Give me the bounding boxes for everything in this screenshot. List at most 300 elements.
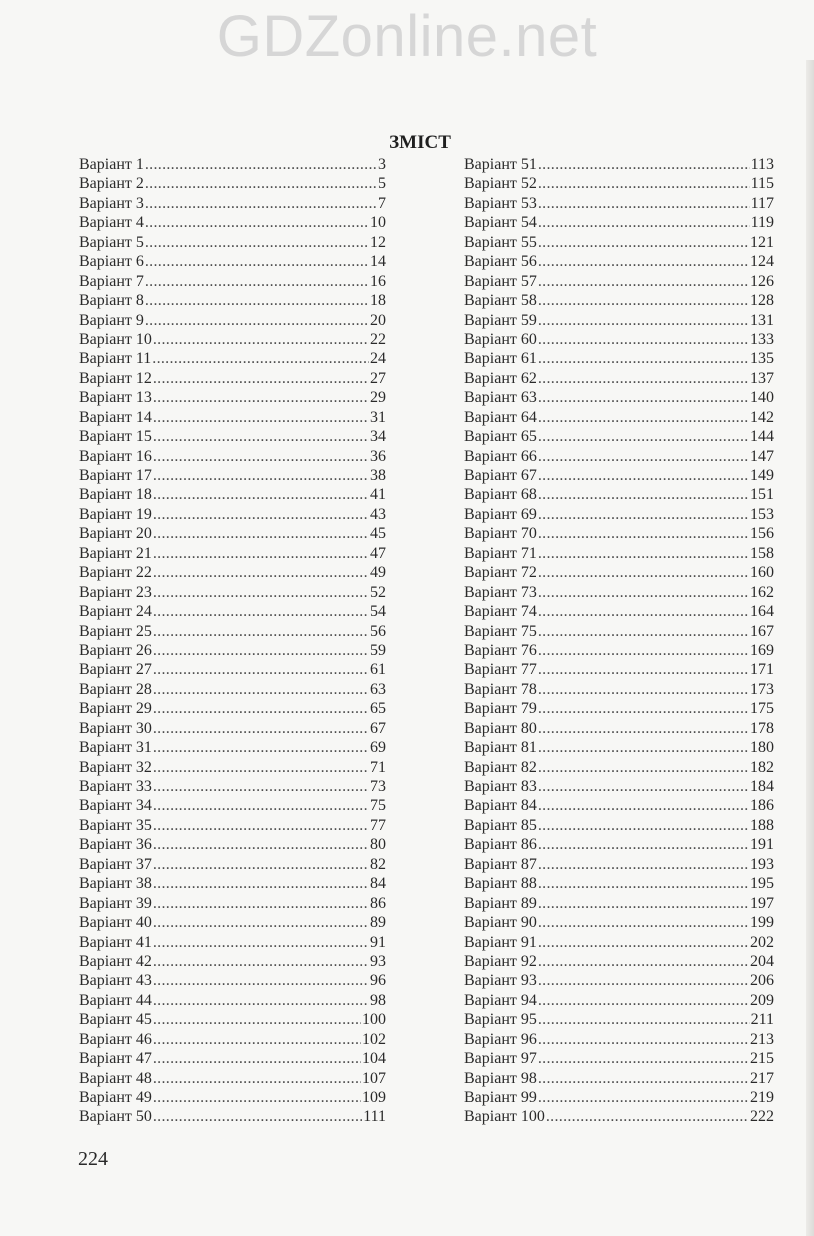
toc-entry[interactable] bbox=[79, 1088, 386, 1107]
toc-entry-label: Варіант 4 bbox=[79, 214, 144, 232]
toc-entry[interactable] bbox=[79, 505, 386, 524]
dot-leader bbox=[153, 408, 369, 427]
toc-entry[interactable] bbox=[464, 719, 774, 738]
toc-entry-label: Варіант 31 bbox=[79, 739, 152, 757]
toc-entry[interactable] bbox=[464, 466, 774, 485]
toc-entry-page: 222 bbox=[750, 1108, 774, 1126]
toc-entry-page: 93 bbox=[370, 952, 386, 970]
toc-entry[interactable] bbox=[464, 252, 774, 271]
dot-leader bbox=[153, 447, 369, 466]
dot-leader bbox=[538, 874, 749, 893]
dot-leader bbox=[538, 1088, 749, 1107]
toc-entry-page: 162 bbox=[750, 583, 774, 601]
toc-entry[interactable] bbox=[79, 660, 386, 679]
toc-entry[interactable] bbox=[79, 563, 386, 582]
toc-entry-page: 171 bbox=[750, 661, 774, 679]
toc-entry[interactable] bbox=[79, 855, 386, 874]
toc-entry-page: 217 bbox=[750, 1069, 774, 1087]
toc-entry[interactable] bbox=[79, 991, 386, 1010]
toc-entry[interactable] bbox=[79, 252, 386, 271]
toc-entry-page: 131 bbox=[750, 311, 774, 329]
toc-entry[interactable] bbox=[79, 427, 386, 446]
toc-entry-label: Варіант 40 bbox=[79, 914, 152, 932]
toc-entry-label: Варіант 94 bbox=[464, 991, 537, 1009]
toc-entry-page: 169 bbox=[750, 641, 774, 659]
toc-entry-label: Варіант 68 bbox=[464, 486, 537, 504]
toc-entry-page: 147 bbox=[750, 447, 774, 465]
toc-entry[interactable] bbox=[79, 330, 386, 349]
toc-entry-page: 34 bbox=[370, 428, 386, 446]
toc-entry-page: 151 bbox=[750, 486, 774, 504]
toc-entry-label: Варіант 27 bbox=[79, 661, 152, 679]
toc-entry-page: 135 bbox=[750, 350, 774, 368]
toc-entry-page: 10 bbox=[370, 214, 386, 232]
toc-entry-label: Варіант 33 bbox=[79, 778, 152, 795]
dot-leader bbox=[538, 252, 749, 271]
toc-entry-page: 43 bbox=[370, 505, 386, 523]
toc-entry-page: 111 bbox=[363, 1108, 386, 1126]
dot-leader bbox=[538, 524, 749, 543]
toc-entry-label: Варіант 28 bbox=[79, 680, 152, 698]
dot-leader bbox=[538, 213, 750, 232]
toc-entry[interactable] bbox=[464, 816, 774, 835]
toc-entry-label: Варіант 51 bbox=[464, 156, 537, 173]
toc-entry-label: Варіант 65 bbox=[464, 428, 537, 446]
toc-entry[interactable] bbox=[464, 952, 774, 971]
toc-entry-label: Варіант 5 bbox=[79, 233, 144, 251]
dot-leader bbox=[538, 174, 750, 193]
toc-entry[interactable] bbox=[464, 311, 774, 330]
dot-leader bbox=[538, 466, 749, 485]
dot-leader bbox=[153, 427, 369, 446]
toc-entry[interactable] bbox=[464, 894, 774, 913]
toc-entry[interactable] bbox=[464, 563, 774, 582]
toc-entry-label: Варіант 22 bbox=[79, 564, 152, 582]
toc-entry-label: Варіант 54 bbox=[464, 214, 537, 232]
toc-entry[interactable] bbox=[79, 1069, 386, 1088]
toc-entry-label: Варіант 96 bbox=[464, 1030, 537, 1048]
toc-entry[interactable] bbox=[79, 933, 386, 952]
toc-entry-page: 202 bbox=[750, 933, 774, 951]
toc-entry-page: 73 bbox=[370, 778, 386, 795]
dot-leader bbox=[153, 680, 369, 699]
dot-leader bbox=[538, 330, 749, 349]
dot-leader bbox=[538, 777, 749, 796]
dot-leader bbox=[153, 719, 369, 738]
toc-entry[interactable] bbox=[464, 699, 774, 718]
toc-entry[interactable] bbox=[464, 796, 774, 815]
toc-entry-label: Варіант 90 bbox=[464, 914, 537, 932]
toc-entry-page: 126 bbox=[750, 272, 774, 290]
toc-entry-label: Варіант 70 bbox=[464, 525, 537, 543]
toc-entry-page: 67 bbox=[370, 719, 386, 737]
toc-entry-label: Варіант 15 bbox=[79, 428, 152, 446]
toc-entry-label: Варіант 76 bbox=[464, 641, 537, 659]
dot-leader bbox=[538, 349, 749, 368]
toc-entry-label: Варіант 25 bbox=[79, 622, 152, 640]
dot-leader bbox=[153, 796, 369, 815]
toc-entry-page: 160 bbox=[750, 564, 774, 582]
toc-entry[interactable] bbox=[464, 272, 774, 291]
toc-entry-label: Варіант 34 bbox=[79, 797, 152, 815]
toc-entry-page: 109 bbox=[362, 1089, 386, 1106]
toc-entry-page: 204 bbox=[750, 952, 774, 970]
toc-entry[interactable] bbox=[464, 174, 774, 193]
dot-leader bbox=[538, 738, 749, 757]
toc-entry[interactable] bbox=[464, 738, 774, 757]
toc-entry-label: Варіант 57 bbox=[464, 272, 537, 290]
dot-leader bbox=[538, 291, 749, 310]
toc-entry-label: Варіант 53 bbox=[464, 194, 537, 212]
dot-leader bbox=[145, 213, 369, 232]
toc-entry[interactable] bbox=[79, 388, 386, 407]
toc-entry[interactable] bbox=[79, 272, 386, 291]
toc-entry-label: Варіант 16 bbox=[79, 447, 152, 465]
toc-entry-page: 197 bbox=[750, 894, 774, 912]
dot-leader bbox=[153, 583, 369, 602]
dot-leader bbox=[153, 1088, 361, 1107]
toc-entry-page: 209 bbox=[750, 991, 774, 1009]
toc-entry[interactable] bbox=[79, 680, 386, 699]
dot-leader bbox=[538, 447, 749, 466]
toc-entry[interactable] bbox=[79, 291, 386, 310]
dot-leader bbox=[153, 816, 369, 835]
toc-entry[interactable] bbox=[464, 874, 774, 893]
toc-entry[interactable] bbox=[79, 1010, 386, 1029]
toc-entry[interactable] bbox=[79, 777, 386, 796]
page-edge bbox=[806, 60, 814, 1236]
dot-leader bbox=[153, 952, 369, 971]
toc-entry-label: Варіант 43 bbox=[79, 972, 152, 990]
dot-leader bbox=[145, 174, 377, 193]
toc-entry[interactable] bbox=[464, 213, 774, 232]
toc-entry[interactable] bbox=[464, 349, 774, 368]
toc-entry-label: Варіант 82 bbox=[464, 758, 537, 776]
toc-entry-label: Варіант 58 bbox=[464, 292, 537, 310]
dot-leader bbox=[538, 1069, 749, 1088]
dot-leader bbox=[538, 913, 749, 932]
toc-entry-label: Варіант 98 bbox=[464, 1069, 537, 1087]
toc-entry[interactable] bbox=[464, 427, 774, 446]
dot-leader bbox=[153, 602, 369, 621]
toc-entry-page: 75 bbox=[370, 797, 386, 815]
dot-leader bbox=[538, 544, 749, 563]
toc-entry-page: 113 bbox=[750, 156, 774, 173]
toc-entry[interactable] bbox=[79, 1030, 386, 1049]
toc-entry[interactable] bbox=[464, 1107, 774, 1126]
toc-entry[interactable] bbox=[79, 524, 386, 543]
toc-entry-label: Варіант 86 bbox=[464, 836, 537, 854]
toc-entry[interactable] bbox=[79, 194, 386, 213]
toc-entry-label: Варіант 77 bbox=[464, 661, 537, 679]
toc-entry[interactable] bbox=[464, 1049, 774, 1068]
dot-leader bbox=[153, 369, 369, 388]
toc-entry[interactable] bbox=[464, 913, 774, 932]
toc-entry[interactable] bbox=[79, 311, 386, 330]
toc-entry[interactable] bbox=[464, 835, 774, 854]
dot-leader bbox=[538, 641, 749, 660]
toc-entry-label: Варіант 10 bbox=[79, 330, 152, 348]
toc-entry-label: Варіант 91 bbox=[464, 933, 537, 951]
toc-entry-label: Варіант 69 bbox=[464, 505, 537, 523]
dot-leader bbox=[145, 155, 377, 174]
dot-leader bbox=[538, 680, 749, 699]
dot-leader bbox=[145, 194, 377, 213]
toc-entry[interactable] bbox=[464, 388, 774, 407]
toc-entry-page: 206 bbox=[750, 972, 774, 990]
toc-entry[interactable] bbox=[464, 583, 774, 602]
toc-entry-page: 211 bbox=[750, 1011, 774, 1029]
dot-leader bbox=[153, 699, 369, 718]
dot-leader bbox=[145, 252, 369, 271]
toc-entry-page: 54 bbox=[370, 603, 386, 621]
toc-entry[interactable] bbox=[464, 544, 774, 563]
toc-entry[interactable] bbox=[79, 874, 386, 893]
toc-entry-page: 121 bbox=[750, 233, 774, 251]
dot-leader bbox=[538, 427, 749, 446]
toc-entry-page: 180 bbox=[750, 739, 774, 757]
toc-entry-page: 86 bbox=[370, 894, 386, 912]
toc-entry[interactable] bbox=[79, 796, 386, 815]
toc-entry-page: 188 bbox=[750, 816, 774, 834]
dot-leader bbox=[145, 272, 369, 291]
toc-entry-label: Варіант 35 bbox=[79, 816, 152, 834]
dot-leader bbox=[538, 758, 749, 777]
toc-entry[interactable] bbox=[464, 933, 774, 952]
toc-entry-page: 82 bbox=[370, 855, 386, 873]
toc-entry-label: Варіант 13 bbox=[79, 389, 152, 407]
toc-entry-page: 65 bbox=[370, 700, 386, 718]
dot-leader bbox=[153, 913, 369, 932]
toc-entry[interactable] bbox=[464, 777, 774, 796]
toc-entry-label: Варіант 79 bbox=[464, 700, 537, 718]
dot-leader bbox=[538, 699, 749, 718]
toc-entry-label: Варіант 21 bbox=[79, 544, 152, 562]
toc-entry[interactable] bbox=[79, 466, 386, 485]
toc-entry-page: 199 bbox=[750, 914, 774, 932]
dot-leader bbox=[538, 816, 749, 835]
toc-entry-page: 52 bbox=[370, 583, 386, 601]
toc-entry-page: 115 bbox=[750, 175, 774, 193]
dot-leader bbox=[538, 485, 749, 504]
watermark: GDZonline.net bbox=[216, 4, 598, 69]
toc-entry-page: 175 bbox=[750, 700, 774, 718]
toc-entry[interactable] bbox=[464, 991, 774, 1010]
toc-entry[interactable] bbox=[79, 583, 386, 602]
dot-leader bbox=[538, 311, 749, 330]
dot-leader bbox=[538, 505, 749, 524]
toc-entry-label: Варіант 19 bbox=[79, 505, 152, 523]
toc-entry[interactable] bbox=[79, 369, 386, 388]
toc-entry[interactable] bbox=[79, 952, 386, 971]
toc-entry-page: 22 bbox=[370, 330, 386, 348]
toc-entry[interactable] bbox=[79, 913, 386, 932]
toc-entry-label: Варіант 84 bbox=[464, 797, 537, 815]
toc-entry[interactable] bbox=[464, 1069, 774, 1088]
dot-leader bbox=[153, 1107, 362, 1126]
toc-entry-page: 27 bbox=[370, 369, 386, 387]
toc-entry-label: Варіант 89 bbox=[464, 894, 537, 912]
toc-entry-label: Варіант 52 bbox=[464, 175, 537, 193]
toc-entry-page: 56 bbox=[370, 622, 386, 640]
toc-entry-page: 89 bbox=[370, 914, 386, 932]
toc-entry-page: 71 bbox=[370, 758, 386, 776]
toc-entry[interactable] bbox=[79, 894, 386, 913]
toc-entry[interactable] bbox=[464, 524, 774, 543]
toc-column-left bbox=[79, 155, 386, 1127]
dot-leader bbox=[538, 1010, 750, 1029]
toc-entry-label: Варіант 73 bbox=[464, 583, 537, 601]
toc-entry[interactable] bbox=[464, 505, 774, 524]
toc-entry[interactable] bbox=[79, 602, 386, 621]
dot-leader bbox=[538, 194, 750, 213]
toc-entry-page: 69 bbox=[370, 739, 386, 757]
toc-entry[interactable] bbox=[464, 971, 774, 990]
toc-entry[interactable] bbox=[464, 1088, 774, 1107]
toc-entry-page: 18 bbox=[370, 292, 386, 310]
toc-entry[interactable] bbox=[79, 349, 386, 368]
toc-entry-label: Варіант 1 bbox=[79, 156, 144, 173]
toc-column-right bbox=[464, 155, 774, 1127]
dot-leader bbox=[153, 1010, 361, 1029]
toc-entry[interactable] bbox=[79, 622, 386, 641]
dot-leader bbox=[538, 1030, 749, 1049]
toc-entry[interactable] bbox=[79, 641, 386, 660]
dot-leader bbox=[538, 563, 749, 582]
page-title: ЗМІСТ bbox=[389, 132, 451, 153]
toc-entry-page: 133 bbox=[750, 330, 774, 348]
toc-entry-label: Варіант 48 bbox=[79, 1069, 152, 1087]
toc-entry-label: Варіант 97 bbox=[464, 1050, 537, 1068]
dot-leader bbox=[538, 719, 749, 738]
dot-leader bbox=[538, 1049, 749, 1068]
toc-entry-label: Варіант 7 bbox=[79, 272, 144, 290]
toc-entry[interactable] bbox=[464, 602, 774, 621]
toc-entry[interactable] bbox=[464, 194, 774, 213]
toc-entry[interactable] bbox=[464, 680, 774, 699]
dot-leader bbox=[145, 233, 369, 252]
toc-entry[interactable] bbox=[79, 758, 386, 777]
toc-entry-label: Варіант 20 bbox=[79, 525, 152, 543]
toc-entry[interactable] bbox=[464, 330, 774, 349]
toc-entry-page: 41 bbox=[370, 486, 386, 504]
dot-leader bbox=[538, 835, 749, 854]
toc-entry[interactable] bbox=[464, 369, 774, 388]
toc-entry-page: 149 bbox=[750, 467, 774, 484]
toc-entry[interactable] bbox=[464, 1010, 774, 1029]
toc-entry-label: Варіант 18 bbox=[79, 486, 152, 504]
toc-entry-label: Варіант 38 bbox=[79, 875, 152, 893]
toc-entry-page: 144 bbox=[750, 428, 774, 446]
toc-entry[interactable] bbox=[464, 408, 774, 427]
toc-entry[interactable] bbox=[79, 408, 386, 427]
toc-entry-label: Варіант 64 bbox=[464, 408, 537, 426]
toc-entry-label: Варіант 23 bbox=[79, 583, 152, 601]
toc-entry[interactable] bbox=[79, 233, 386, 252]
toc-entry[interactable] bbox=[464, 291, 774, 310]
toc-entry[interactable] bbox=[464, 660, 774, 679]
toc-entry-page: 100 bbox=[362, 1011, 386, 1029]
toc-entry-page: 59 bbox=[370, 641, 386, 659]
toc-entry-label: Варіант 60 bbox=[464, 330, 537, 348]
toc-entry-label: Варіант 99 bbox=[464, 1089, 537, 1106]
dot-leader bbox=[153, 874, 369, 893]
toc-entry-label: Варіант 72 bbox=[464, 564, 537, 582]
toc-entry[interactable] bbox=[464, 155, 774, 174]
toc-entry[interactable] bbox=[79, 155, 386, 174]
toc-entry[interactable] bbox=[464, 233, 774, 252]
toc-entry[interactable] bbox=[79, 485, 386, 504]
toc-entry[interactable] bbox=[464, 758, 774, 777]
dot-leader bbox=[153, 641, 369, 660]
dot-leader bbox=[153, 330, 369, 349]
toc-entry-label: Варіант 56 bbox=[464, 253, 537, 271]
toc-entry[interactable] bbox=[79, 835, 386, 854]
toc-entry-page: 173 bbox=[750, 680, 774, 698]
toc-entry[interactable] bbox=[79, 1107, 386, 1126]
toc-entry-label: Варіант 93 bbox=[464, 972, 537, 990]
toc-entry-page: 167 bbox=[750, 622, 774, 640]
toc-entry[interactable] bbox=[79, 816, 386, 835]
toc-entry[interactable] bbox=[464, 622, 774, 641]
toc-entry[interactable] bbox=[464, 855, 774, 874]
toc-entry-label: Варіант 30 bbox=[79, 719, 152, 737]
toc-entry[interactable] bbox=[464, 641, 774, 660]
toc-entry[interactable] bbox=[79, 719, 386, 738]
toc-entry-page: 12 bbox=[370, 233, 386, 251]
toc-entry[interactable] bbox=[464, 447, 774, 466]
toc-entry-label: Варіант 87 bbox=[464, 855, 537, 873]
toc-entry[interactable] bbox=[79, 971, 386, 990]
toc-entry-label: Варіант 45 bbox=[79, 1011, 152, 1029]
toc-entry[interactable] bbox=[79, 447, 386, 466]
toc-entry-page: 184 bbox=[750, 778, 774, 795]
toc-entry-label: Варіант 14 bbox=[79, 408, 152, 426]
toc-entry[interactable] bbox=[464, 485, 774, 504]
toc-entry-label: Варіант 83 bbox=[464, 778, 537, 795]
dot-leader bbox=[546, 1107, 749, 1126]
toc-entry-page: 142 bbox=[750, 408, 774, 426]
toc-entry[interactable] bbox=[79, 738, 386, 757]
dot-leader bbox=[153, 563, 369, 582]
toc-entry-page: 61 bbox=[370, 661, 386, 679]
toc-entry-page: 84 bbox=[370, 875, 386, 893]
toc-entry-page: 36 bbox=[370, 447, 386, 465]
toc-entry-label: Варіант 81 bbox=[464, 739, 537, 757]
toc-entry-label: Варіант 71 bbox=[464, 544, 537, 562]
toc-entry[interactable] bbox=[79, 1049, 386, 1068]
toc-entry-page: 7 bbox=[378, 194, 386, 212]
dot-leader bbox=[538, 855, 749, 874]
toc-entry-page: 3 bbox=[378, 156, 386, 173]
dot-leader bbox=[538, 272, 749, 291]
dot-leader bbox=[153, 777, 369, 796]
toc-entry-page: 153 bbox=[750, 505, 774, 523]
toc-entry[interactable] bbox=[79, 174, 386, 193]
dot-leader bbox=[153, 1049, 361, 1068]
toc-entry[interactable] bbox=[79, 699, 386, 718]
toc-entry-page: 164 bbox=[750, 603, 774, 621]
page-number: 224 bbox=[78, 1148, 108, 1170]
toc-entry-label: Варіант 24 bbox=[79, 603, 152, 621]
toc-entry[interactable] bbox=[79, 213, 386, 232]
toc-entry[interactable] bbox=[79, 544, 386, 563]
toc-entry-label: Варіант 67 bbox=[464, 467, 537, 484]
dot-leader bbox=[538, 933, 749, 952]
toc-entry[interactable] bbox=[464, 1030, 774, 1049]
dot-leader bbox=[538, 622, 749, 641]
toc-entry-page: 98 bbox=[370, 991, 386, 1009]
